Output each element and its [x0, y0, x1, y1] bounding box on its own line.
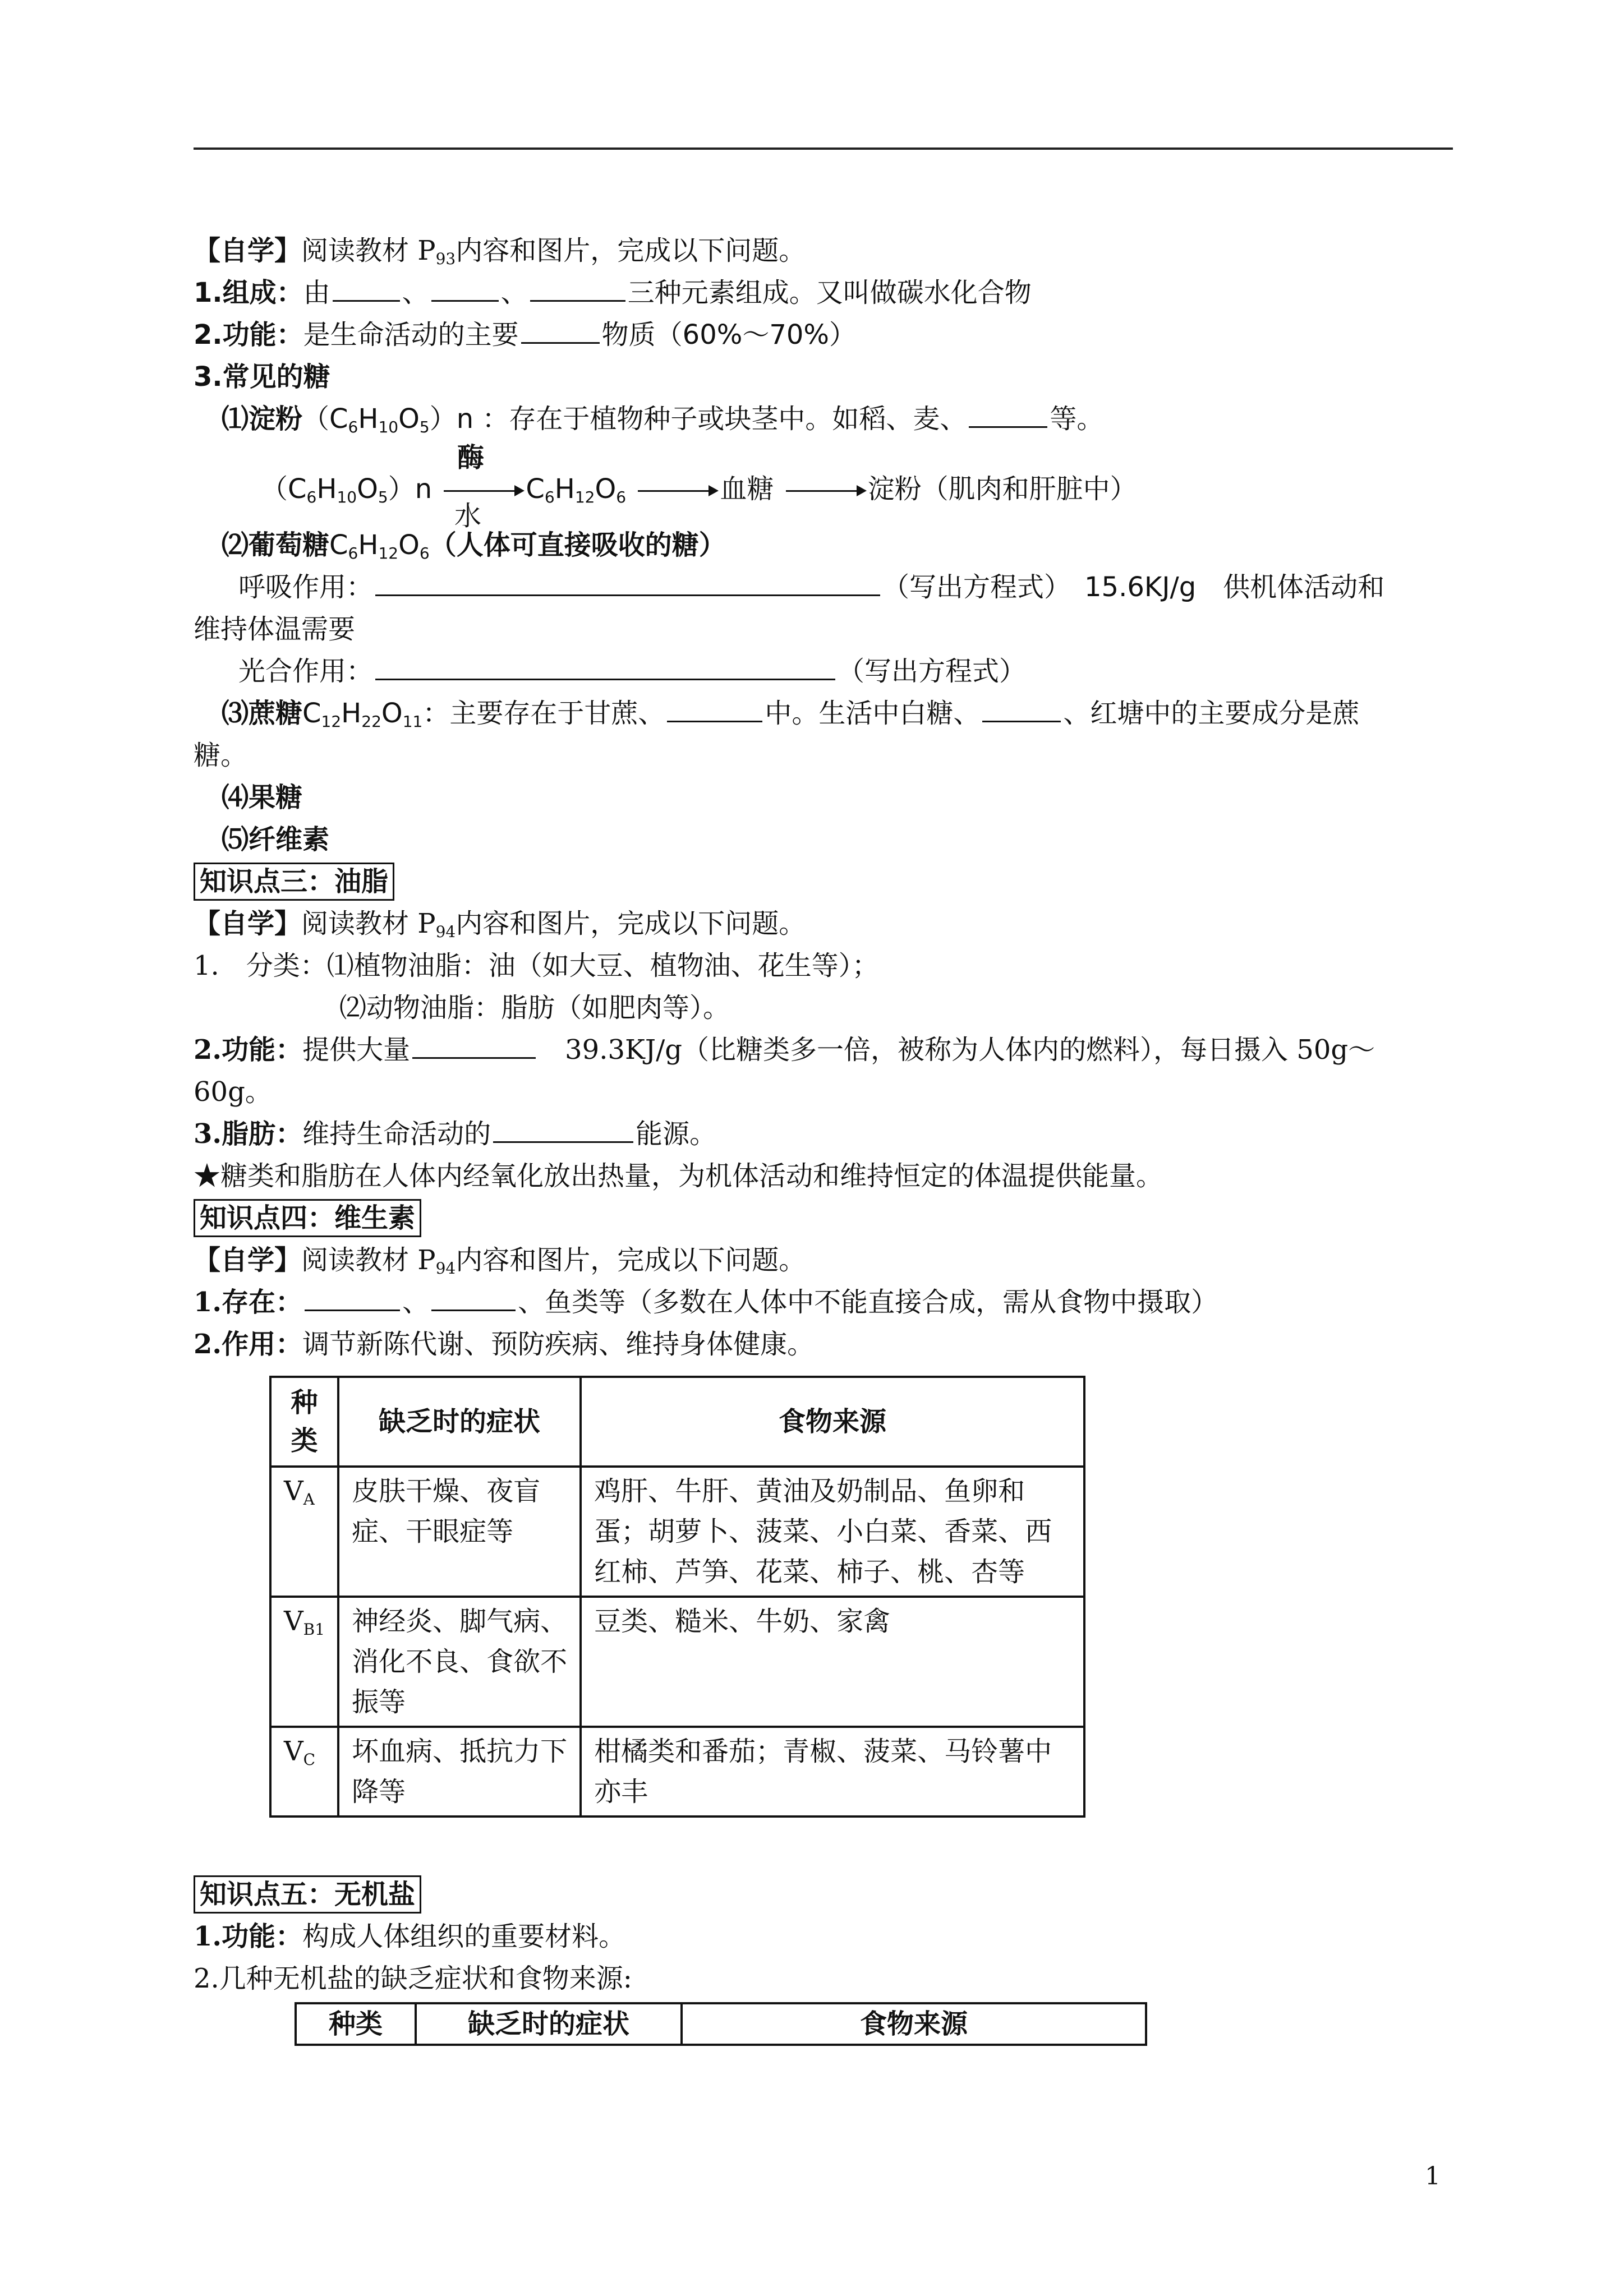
section-title-vitamins: 知识点四：维生素: [194, 1199, 421, 1237]
common-sugars-heading: 3.常见的糖: [194, 361, 330, 393]
symptom-cell: 神经炎、脚气病、消化不良、食欲不振等: [338, 1597, 581, 1727]
starch-conversion-equation: [194, 440, 1453, 532]
arrow-icon: [786, 490, 864, 492]
fat-function-line: 2.功能：提供大量 39.3KJ/g（比糖类多一倍，被称为人体内的燃料），每日摄入 50g～: [194, 1029, 1453, 1071]
table-header-cell: 种类: [296, 2003, 416, 2045]
mineral-function-line: 1.功能：构成人体组织的重要材料。: [194, 1921, 626, 1952]
table-header-cell: 食物来源: [682, 2003, 1146, 2045]
symptom-cell: 坏血病、抵抗力下降等: [338, 1727, 581, 1816]
photosynthesis-line: 光合作用： （写出方程式）: [194, 651, 1453, 693]
symptom-cell: 皮肤干燥、夜盲症、干眼症等: [338, 1467, 581, 1597]
answer-blank[interactable]: [431, 1285, 516, 1311]
vitamin-name-cell: $V_A$: [270, 1467, 338, 1597]
vitamin-name-cell: $V_{B1}$: [270, 1597, 338, 1727]
arrow-icon: [638, 490, 716, 492]
answer-blank[interactable]: [530, 275, 625, 302]
source-cell: 柑橘类和番茄；青椒、菠菜、马铃薯中亦丰: [581, 1727, 1084, 1816]
respiration-line: 呼吸作用： （写出方程式） 15.6KJ/g 供机体活动和: [194, 566, 1453, 608]
section-title-fats: 知识点三：油脂: [194, 863, 394, 901]
vitamin-role-line: 2.作用：调节新陈代谢、预防疾病、维持身体健康。: [194, 1329, 815, 1360]
table-row: [270, 1727, 1084, 1816]
energy-note-line: ★糖类和脂肪在人体内经氧化放出热量，为机体活动和维持恒定的体温提供能量。: [194, 1160, 1163, 1192]
fat-role-line: 3.脂肪：维持生命活动的 能源。: [194, 1113, 1453, 1155]
table-row: [270, 1467, 1084, 1597]
table-header-row: [296, 2003, 1146, 2045]
cellulose-line: ⑸纤维素: [222, 824, 330, 855]
function-line: 2.功能：是生命活动的主要 物质（60%～70%）: [194, 314, 1453, 356]
vitamin-table: [269, 1376, 1085, 1818]
section-vitamins: [194, 1197, 1453, 1239]
respiration-line-cont: 维持体温需要: [194, 614, 356, 645]
answer-blank[interactable]: [667, 696, 762, 722]
equation-row: $(C_6H_{10}O_5)n$ $C_6H_{12}O_6$ 血糖 淀粉（肌肉和肝脏中）: [261, 473, 1137, 506]
section-fats: [194, 861, 1453, 903]
answer-blank[interactable]: [969, 402, 1047, 428]
self-study-line-sugar: 【自学】阅读教材 $P_{93}$内容和图片，完成以下问题。: [194, 235, 806, 268]
sucrose-line: ⑶蔗糖$C_{12}H_{22}O_{11}$：主要存在于甘蔗、 中。生活中白糖、 、红塘中的主要成分是蔗: [194, 693, 1453, 735]
water-label: 水: [454, 500, 482, 532]
equation-blank[interactable]: [375, 654, 835, 680]
fat-classification-line: 1. 分类：⑴植物油脂：油（如大豆、植物油、花生等）；: [194, 950, 879, 981]
animal-fat-line: ⑵动物油脂：脂肪（如肥肉等）。: [339, 992, 730, 1023]
fat-function-line-cont: 60g。: [194, 1076, 272, 1108]
answer-blank[interactable]: [305, 1285, 400, 1311]
starch-line: ⑴淀粉$(C_6H_{10}O_5)n$ ：存在于植物种子或块茎中。如稻、麦、 等。: [194, 398, 1453, 440]
header-rule: [194, 147, 1453, 150]
vitamin-existence-line: 1.存在： 、 、鱼类等（多数在人体中不能直接合成，需从食物中摄取）: [194, 1281, 1453, 1324]
answer-blank[interactable]: [412, 1032, 536, 1059]
self-study-line-vitamins: 【自学】阅读教材 $P_{94}$内容和图片，完成以下问题。: [194, 1244, 806, 1278]
answer-blank[interactable]: [982, 696, 1061, 722]
answer-blank[interactable]: [333, 275, 400, 302]
equation-blank[interactable]: [375, 570, 880, 596]
table-header-cell: 种类: [270, 1377, 338, 1467]
page-number: 1: [1425, 2162, 1441, 2191]
table-header-cell: 缺乏时的症状: [338, 1377, 581, 1467]
self-study-line-fats: 【自学】阅读教材 $P_{94}$内容和图片，完成以下问题。: [194, 908, 806, 941]
composition-line: 1.组成：由 、 、 三种元素组成。又叫做碳水化合物: [194, 272, 1453, 314]
mineral-table-intro: 2.几种无机盐的缺乏症状和食物来源:: [194, 1963, 632, 1994]
document-body: [194, 230, 1453, 2046]
section-title-minerals: 知识点五：无机盐: [194, 1875, 421, 1914]
sucrose-line-cont: 糖。: [194, 740, 248, 771]
vitamin-name-cell: $V_C$: [270, 1727, 338, 1816]
table-header-row: [270, 1377, 1084, 1467]
answer-blank[interactable]: [493, 1117, 633, 1143]
answer-blank[interactable]: [521, 317, 600, 344]
answer-blank[interactable]: [431, 275, 499, 302]
table-row: [270, 1597, 1084, 1727]
arrow-icon: [444, 490, 522, 492]
table-header-cell: 缺乏时的症状: [416, 2003, 682, 2045]
source-cell: 鸡肝、牛肝、黄油及奶制品、鱼卵和蛋；胡萝卜、菠菜、小白菜、香菜、西红柿、芦笋、花菜、柿子、桃、杏等: [581, 1467, 1084, 1597]
mineral-table: [295, 2002, 1147, 2046]
glucose-line: ⑵葡萄糖$C_6H_{12}O_6$（人体可直接吸收的糖）: [222, 529, 726, 563]
spacer: [194, 1818, 1453, 1874]
table-header-cell: 食物来源: [581, 1377, 1084, 1467]
section-minerals: [194, 1874, 1453, 1916]
fructose-line: ⑷果糖: [222, 782, 303, 813]
source-cell: 豆类、糙米、牛奶、家禽: [581, 1597, 1084, 1727]
enzyme-label: 酶: [457, 442, 485, 473]
